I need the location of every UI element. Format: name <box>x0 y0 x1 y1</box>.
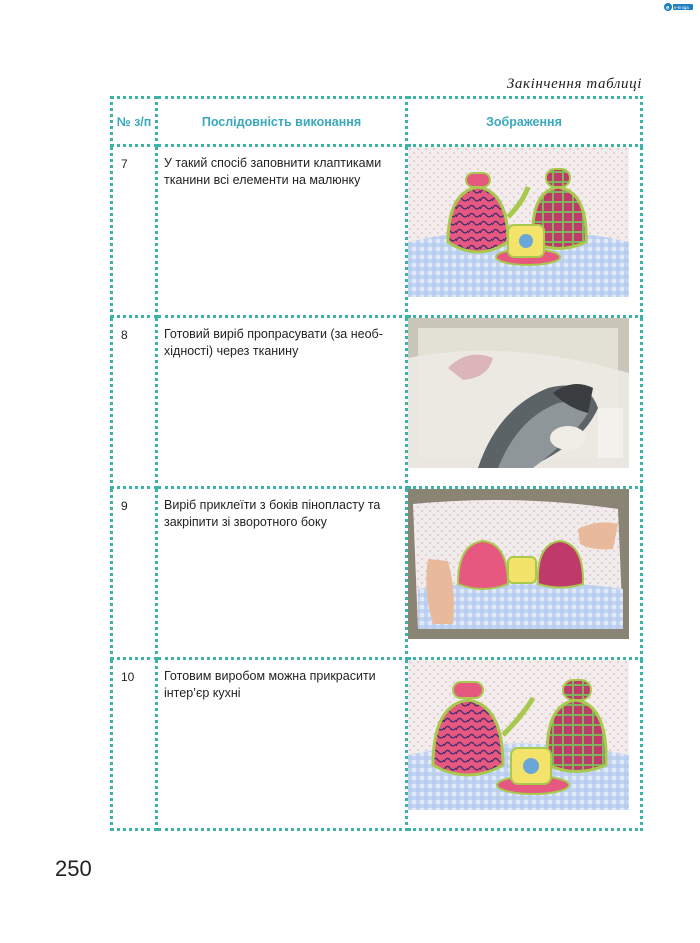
finished-applique-panel-image <box>408 660 629 810</box>
row-number: 9 <box>121 499 128 513</box>
applique-filled-teapots-image <box>408 147 629 297</box>
row-number: 7 <box>121 157 128 171</box>
row-number-cell <box>112 317 157 488</box>
step-description: Готовий виріб пропрасувати (за необ-хідності) через тканину <box>164 327 383 358</box>
steps-table <box>110 96 643 831</box>
row-number: 10 <box>121 670 135 684</box>
table-row <box>112 146 642 317</box>
row-text-cell <box>157 317 407 488</box>
svg-text:e: e <box>666 5 670 12</box>
row-number: 8 <box>121 328 128 342</box>
row-number-cell <box>112 488 157 659</box>
ironing-applique-image <box>408 318 629 468</box>
table-row <box>112 488 642 659</box>
step-description: Готовим виробом можна прикрасити інтер’єр кухні <box>164 669 376 700</box>
page-number: 250 <box>55 856 92 881</box>
attaching-to-foam-board-image <box>408 489 629 639</box>
row-image-cell <box>407 317 642 488</box>
svg-text:e-kniga: e-kniga <box>674 5 689 10</box>
table-row <box>112 659 642 830</box>
table-continuation-caption: Закінчення таблиці <box>506 76 642 92</box>
step-description: Виріб приклеїти з боків пінопласту та закріпити зі зворотного боку <box>164 498 381 529</box>
step-description: У такий спосіб заповнити клаптиками тканини всі елементи на малюнку <box>164 156 382 187</box>
row-image-cell <box>407 146 642 317</box>
column-header-sequence: Послідовність виконання <box>157 98 407 146</box>
row-text-cell <box>157 146 407 317</box>
column-header-number: № з/п <box>112 98 157 146</box>
row-image-cell <box>407 488 642 659</box>
row-image-cell <box>407 659 642 830</box>
table-header-row <box>112 98 642 146</box>
row-number-cell <box>112 659 157 830</box>
publisher-logo <box>664 2 694 12</box>
column-header-image: Зображення <box>407 98 642 146</box>
row-text-cell <box>157 488 407 659</box>
table-row <box>112 317 642 488</box>
row-text-cell <box>157 659 407 830</box>
row-number-cell <box>112 146 157 317</box>
